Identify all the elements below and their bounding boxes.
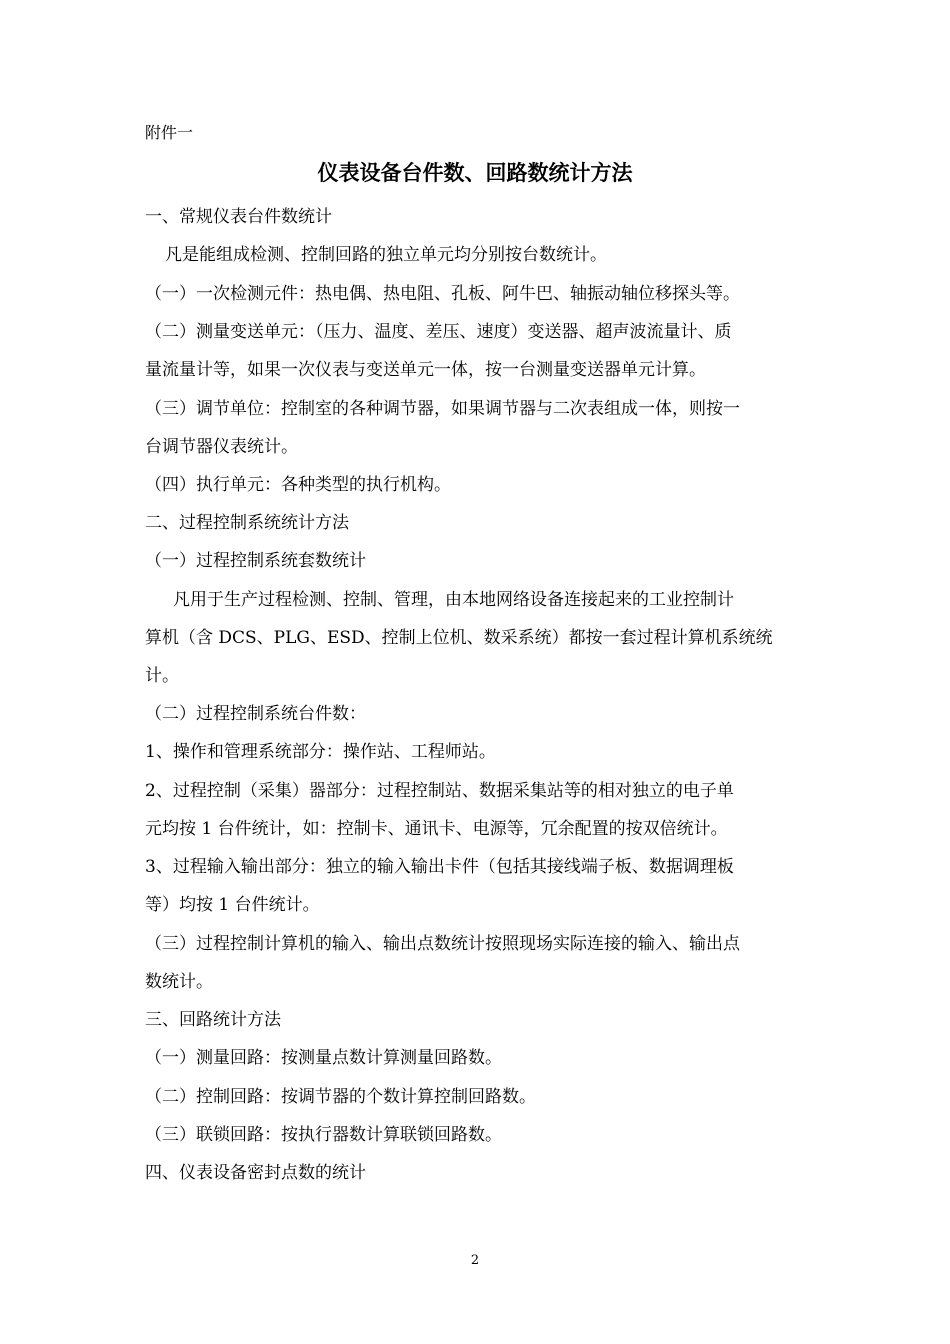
annex-label: 附件一	[145, 123, 194, 142]
paragraph-line: 凡用于生产过程检测、控制、管理，由本地网络设备连接起来的工业控制计	[173, 590, 734, 610]
document-title: 仪表设备台件数、回路数统计方法	[317, 161, 633, 185]
paragraph-line: （三）联锁回路：按执行器数计算联锁回路数。	[145, 1125, 502, 1145]
paragraph-line: （二）控制回路：按调节器的个数计算控制回路数。	[145, 1087, 536, 1107]
paragraph-line: （四）执行单元：各种类型的执行机构。	[145, 475, 451, 495]
paragraph-line: 凡是能组成检测、控制回路的独立单元均分别按台数统计。	[165, 245, 607, 265]
paragraph-line: （三）调节单位：控制室的各种调节器，如果调节器与二次表组成一体，则按一	[145, 399, 740, 419]
section-heading: 三、回路统计方法	[145, 1010, 281, 1030]
paragraph-line: 元均按 1 台件统计，如：控制卡、通讯卡、电源等，冗余配置的按双倍统计。	[145, 819, 728, 839]
paragraph-line: 计。	[145, 666, 179, 686]
page-number: 2	[470, 1253, 480, 1268]
paragraph-line: （二）测量变送单元：（压力、温度、差压、速度）变送器、超声波流量计、质	[145, 322, 732, 342]
section-heading: 二、过程控制系统统计方法	[145, 513, 349, 533]
subsection-heading: （二）过程控制系统台件数：	[145, 704, 366, 724]
paragraph-line: （一）测量回路：按测量点数计算测量回路数。	[145, 1048, 502, 1068]
paragraph-line: （一）一次检测元件：热电偶、热电阻、孔板、阿牛巴、轴振动轴位移探头等。	[145, 284, 740, 304]
paragraph-line: 数统计。	[145, 972, 213, 992]
paragraph-line: （三）过程控制计算机的输入、输出点数统计按照现场实际连接的输入、输出点	[145, 934, 740, 954]
paragraph-line: 3、过程输入输出部分：独立的输入输出卡件（包括其接线端子板、数据调理板	[145, 857, 734, 877]
subsection-heading: （一）过程控制系统套数统计	[145, 551, 366, 571]
paragraph-line: 1、操作和管理系统部分：操作站、工程师站。	[145, 742, 496, 762]
paragraph-line: 量流量计等，如果一次仪表与变送单元一体，按一台测量变送器单元计算。	[145, 360, 706, 380]
section-heading: 一、常规仪表台件数统计	[145, 207, 332, 227]
paragraph-line: 算机（含 DCS、PLG、ESD、控制上位机、数采系统）都按一套过程计算机系统统	[145, 628, 773, 648]
section-heading: 四、仪表设备密封点数的统计	[145, 1163, 366, 1183]
paragraph-line: 台调节器仪表统计。	[145, 437, 298, 457]
paragraph-line: 等）均按 1 台件统计。	[145, 895, 320, 915]
paragraph-line: 2、过程控制（采集）器部分：过程控制站、数据采集站等的相对独立的电子单	[145, 781, 734, 801]
